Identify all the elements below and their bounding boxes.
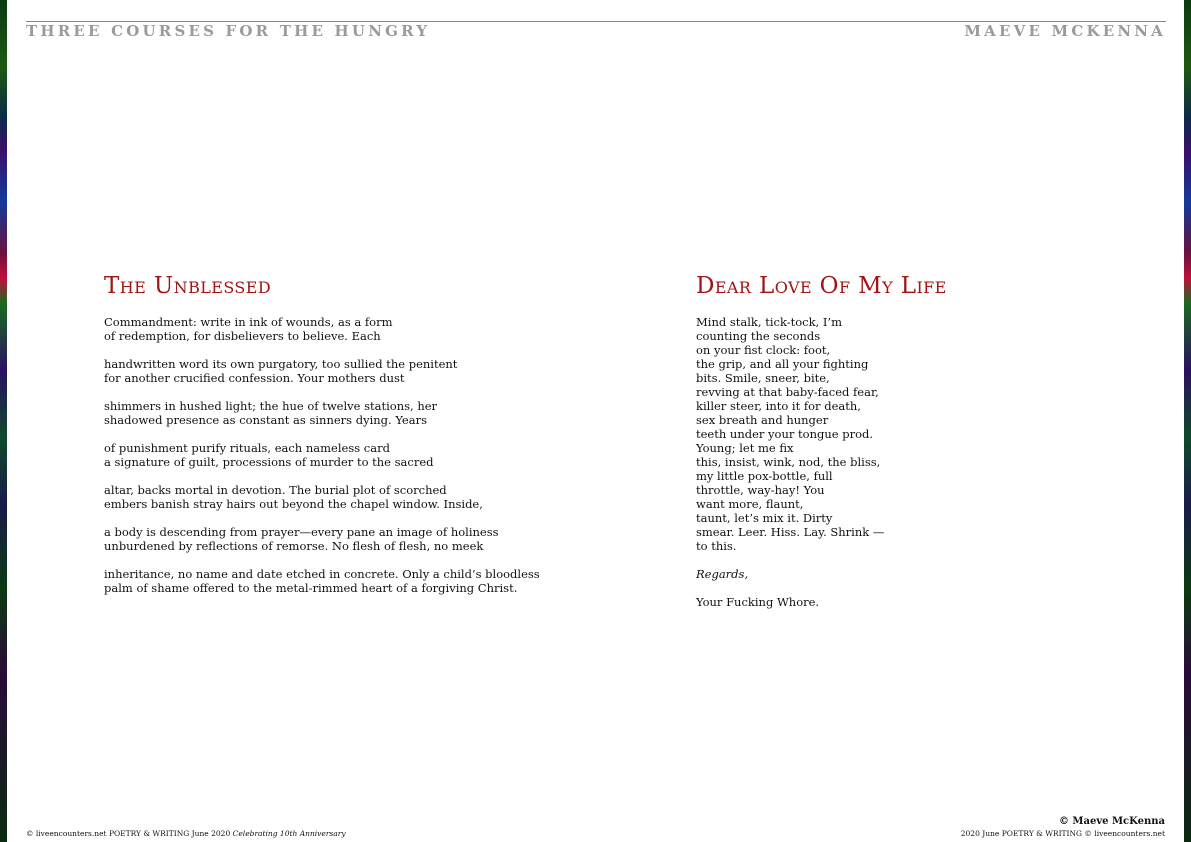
poem-line: revving at that baby-faced fear, <box>696 385 879 399</box>
right-decorative-edge <box>1184 0 1191 842</box>
poem-line: my little pox-bottle, full <box>696 469 833 483</box>
stanza <box>104 567 540 595</box>
poem-line: on your fist clock: foot, <box>696 343 831 357</box>
poem-line: shimmers in hushed light; the hue of twelve stations, her <box>104 399 438 413</box>
stanza <box>104 315 540 343</box>
footer-right-text: 2020 June POETRY & WRITING © liveencounters.net <box>960 829 1165 838</box>
poem-title-dear-love: Dear Love Of My Life <box>696 273 947 299</box>
poem-signoff: Regards, <box>696 567 749 581</box>
poem-line: the grip, and all your fighting <box>696 357 869 371</box>
poem-line: counting the seconds <box>696 329 821 343</box>
poem-line: altar, backs mortal in devotion. The burial plot of scorched <box>104 483 447 497</box>
poem-body-dear-love <box>696 315 884 623</box>
stanza <box>696 315 884 553</box>
left-decorative-edge <box>0 0 7 842</box>
poem-line: a body is descending from prayer—every pane an image of holiness <box>104 525 499 539</box>
footer-left-anniversary: Celebrating 10th Anniversary <box>232 829 346 838</box>
poem-line: shadowed presence as constant as sinners dying. Years <box>104 413 427 427</box>
footer-copyright-author: © Maeve McKenna <box>1058 816 1165 827</box>
stanza <box>104 525 540 553</box>
poem-line: for another crucified confession. Your mothers dust <box>104 371 405 385</box>
stanza <box>104 399 540 427</box>
poem-line: Young; let me fix <box>696 441 794 455</box>
poem-line: killer steer, into it for death, <box>696 399 861 413</box>
poem-line: palm of shame offered to the metal-rimmed heart of a forgiving Christ. <box>104 581 518 595</box>
poem-line: embers banish stray hairs out beyond the chapel window. Inside, <box>104 497 483 511</box>
poem-line: of redemption, for disbelievers to believe. Each <box>104 329 381 343</box>
poem-line: Mind stalk, tick-tock, I’m <box>696 315 842 329</box>
poem-line: of punishment purify rituals, each nameless card <box>104 441 390 455</box>
poem-line: to this. <box>696 539 737 553</box>
poem-line: bits. Smile, sneer, bite, <box>696 371 830 385</box>
stanza <box>696 595 884 609</box>
poem-line: want more, flaunt, <box>696 497 804 511</box>
stanza <box>696 567 884 581</box>
poem-line: teeth under your tongue prod. <box>696 427 874 441</box>
poem-signature: Your Fucking Whore. <box>696 595 820 609</box>
poem-title-unblessed: The Unblessed <box>104 273 272 299</box>
running-header-author: MAEVE MCKENNA <box>964 22 1166 40</box>
footer-left-text: © liveencounters.net POETRY & WRITING June 2020 <box>26 829 231 838</box>
poem-line: smear. Leer. Hiss. Lay. Shrink — <box>696 525 885 539</box>
running-header-title: THREE COURSES FOR THE HUNGRY <box>26 22 431 40</box>
poem-line: handwritten word its own purgatory, too sullied the penitent <box>104 357 458 371</box>
poem-line: sex breath and hunger <box>696 413 829 427</box>
poem-line: inheritance, no name and date etched in concrete. Only a child’s bloodless <box>104 567 540 581</box>
poem-line: unburdened by reflections of remorse. No flesh of flesh, no meek <box>104 539 484 553</box>
poem-body-unblessed <box>104 315 540 609</box>
poem-line: taunt, let’s mix it. Dirty <box>696 511 833 525</box>
poem-line: this, insist, wink, nod, the bliss, <box>696 455 881 469</box>
footer-left <box>26 829 346 838</box>
stanza <box>104 357 540 385</box>
stanza <box>104 483 540 511</box>
poem-line: throttle, way-hay! You <box>696 483 825 497</box>
poem-line: a signature of guilt, processions of murder to the sacred <box>104 455 434 469</box>
stanza <box>104 441 540 469</box>
poem-line: Commandment: write in ink of wounds, as a form <box>104 315 393 329</box>
